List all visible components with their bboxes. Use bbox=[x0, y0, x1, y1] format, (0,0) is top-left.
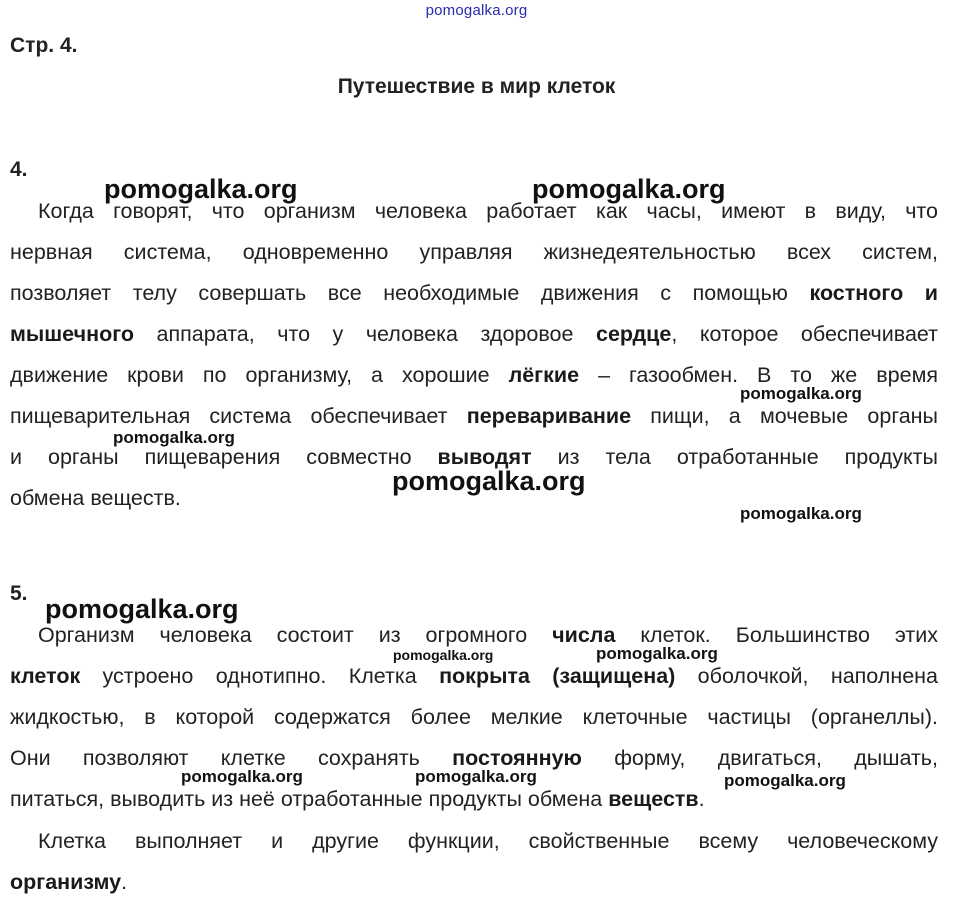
page-title: Путешествие в мир клеток bbox=[337, 75, 616, 98]
task-4-line-1: Когда говорят, что организм человека работает как часы, имеют в виду, что bbox=[38, 199, 938, 223]
task-5-line-1: Организм человека состоит из огромного числа клеток. Большинство этих bbox=[38, 623, 938, 647]
watermark: pomogalka.org bbox=[724, 771, 846, 790]
watermark: pomogalka.org bbox=[415, 767, 537, 786]
watermark: pomogalka.org bbox=[392, 466, 586, 496]
page-number: Стр. 4. bbox=[10, 34, 78, 57]
task-5-line-2: клеток устроено однотипно. Клетка покрыта (защищена) оболочкой, наполнена bbox=[10, 664, 938, 688]
watermark: pomogalka.org bbox=[740, 504, 862, 523]
site-header-link[interactable]: pomogalka.org bbox=[425, 2, 528, 19]
task-4-line-3: позволяет телу совершать все необходимые движения с помощью костного и bbox=[10, 281, 938, 305]
watermark: pomogalka.org bbox=[104, 174, 298, 204]
watermark: pomogalka.org bbox=[45, 594, 239, 624]
task-5-line-3: жидкостью, в которой содержатся более мелкие клеточные частицы (органеллы). bbox=[10, 705, 938, 729]
watermark: pomogalka.org bbox=[740, 384, 862, 403]
task-4-line-4: мышечного аппарата, что у человека здоровое сердце, которое обеспечивает bbox=[10, 322, 938, 346]
task-4-line-6: пищеварительная система обеспечивает переваривание пищи, а мочевые органы bbox=[10, 404, 938, 428]
task-4-line-2: нервная система, одновременно управляя жизнедеятельностью всех систем, bbox=[10, 240, 938, 264]
watermark: pomogalka.org bbox=[181, 767, 303, 786]
watermark: pomogalka.org bbox=[596, 644, 718, 663]
task-4-line-7: и органы пищеварения совместно выводят из тела отработанные продукты bbox=[10, 445, 938, 469]
task-5-line-5: питаться, выводить из неё отработанные продукты обмена веществ. bbox=[10, 787, 705, 811]
task-4-number: 4. bbox=[10, 158, 28, 181]
task-4-line-8: обмена веществ. bbox=[10, 486, 181, 510]
watermark: pomogalka.org bbox=[113, 428, 235, 447]
task-5-number: 5. bbox=[10, 582, 28, 605]
task-4-line-5: движение крови по организму, а хорошие лёгкие – газообмен. В то же время bbox=[10, 363, 939, 387]
task-5-line-6: Клетка выполняет и другие функции, свойственные всему человеческому bbox=[38, 829, 938, 853]
task-5-line-4: Они позволяют клетке сохранять постоянную форму, двигаться, дышать, bbox=[10, 746, 938, 770]
watermark: pomogalka.org bbox=[532, 174, 726, 204]
task-5-line-7: организму. bbox=[10, 870, 128, 894]
watermark: pomogalka.org bbox=[393, 647, 494, 663]
